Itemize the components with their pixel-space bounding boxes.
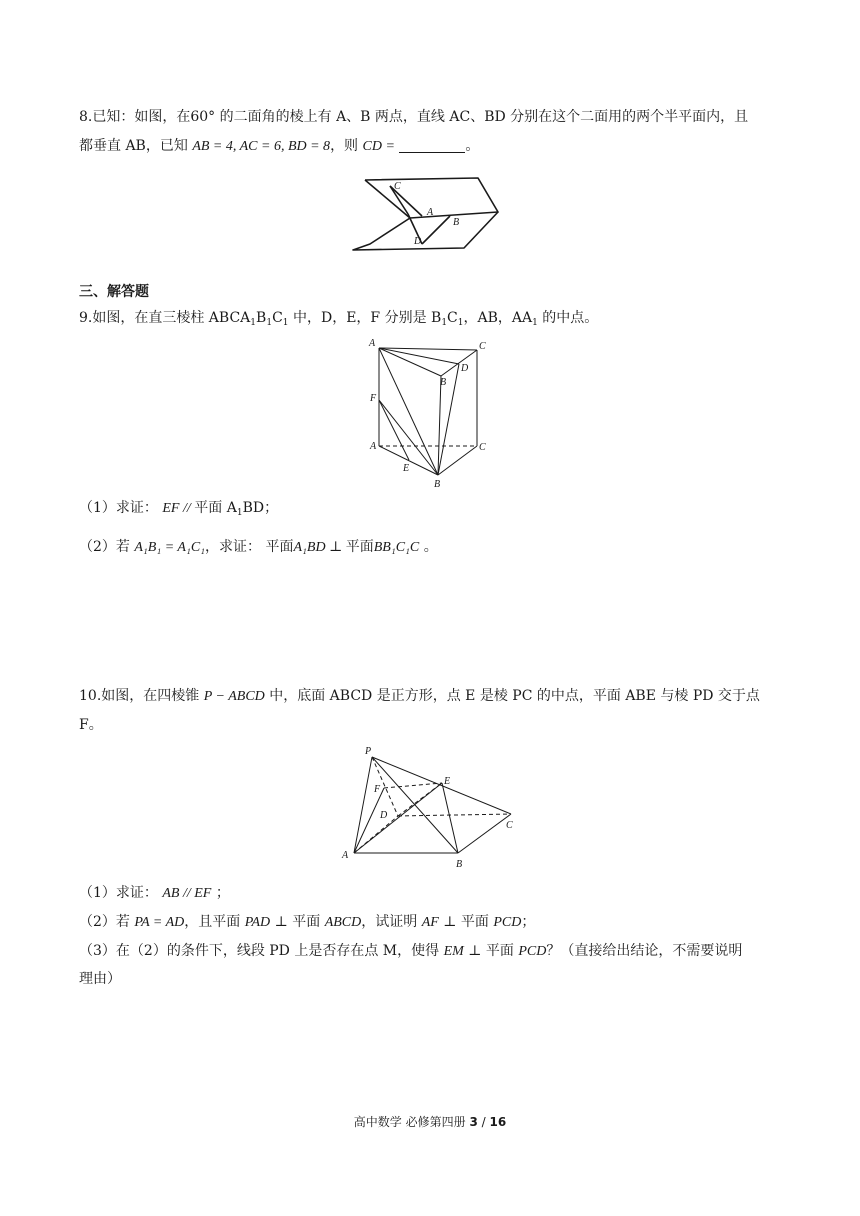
q9-sub-1d: 1	[441, 318, 448, 328]
q9-sub1-pre: （1）求证：	[79, 500, 158, 516]
section-heading: 三、解答题	[79, 284, 149, 300]
q10-label-e: E	[444, 776, 451, 787]
q9-sub2-math: A₁B₁ = A₁C₁	[134, 540, 206, 555]
q10-label-a: A	[342, 850, 349, 861]
q10-sub1-pre: （1）求证：	[79, 885, 158, 901]
q9-stem-a: 9.如图，在直三棱柱 ABCA	[79, 310, 251, 326]
q10-sub2-math: PA = AD	[134, 915, 185, 930]
q10-sub2-math5: PCD	[493, 915, 522, 930]
q10-label-d: D	[380, 810, 388, 821]
q10-sub1	[79, 883, 230, 904]
q10-sub1-math: AB // EF	[162, 886, 212, 901]
q10-sub2-math2: PAD	[244, 915, 271, 930]
q9-stem-end: 的中点。	[537, 310, 599, 326]
q9-stem-c2: C	[447, 310, 458, 326]
q8-cd-math: CD =	[362, 139, 395, 154]
q10-sub3-mid: ⊥ 平面	[463, 943, 514, 959]
q8-line2-pre: 都垂直 AB，已知	[79, 138, 188, 154]
q10-pyramid-figure	[336, 742, 526, 874]
q8-line2	[79, 136, 479, 157]
page-footer	[0, 1113, 860, 1130]
q9-label-c: C	[479, 442, 486, 453]
q10-sub2-mid2: ⊥ 平面	[270, 914, 321, 930]
q10-label-f: F	[374, 784, 381, 795]
footer-page-number: 3	[469, 1115, 478, 1129]
footer-separator: /	[477, 1115, 490, 1129]
q8-line1: 8.已知：如图，在60° 的二面角的棱上有 A、B 两点，直线 AC、BD 分别在这个二面用的两个半平面内，且	[79, 109, 749, 125]
q10-sub3-post: ？（直接给出结论，不需要说明	[546, 943, 743, 959]
q9-stem	[79, 308, 598, 328]
q9-label-a1: A	[369, 338, 376, 349]
q9-label-e: E	[403, 463, 410, 474]
q10-line1-post: 中，底面 ABCD 是正方形，点 E 是棱 PC 的中点，平面 ABE 与棱 PD 交于点	[269, 688, 760, 704]
q10-sub2-pre: （2）若	[79, 914, 130, 930]
q8-line2-mid: ，则	[330, 138, 359, 154]
q10-sub3-pre: （3）在（2）的条件下，线段 PD 上是否存在点 M，使得	[79, 943, 440, 959]
footer-book-title: 高中数学 必修第四册	[353, 1115, 466, 1129]
q10-label-c: C	[506, 820, 513, 831]
q9-sub2-pre: （2）若	[79, 539, 130, 555]
q8-label-d: D	[414, 236, 422, 247]
q10-sub2-math3: ABCD	[324, 915, 362, 930]
q9-label-b: B	[434, 479, 441, 490]
q10-line2: F。	[79, 717, 103, 733]
q9-label-a: A	[370, 441, 377, 452]
q9-stem-c: C	[272, 310, 283, 326]
q8-label-b: B	[453, 217, 460, 228]
q10-sub3-math: EM	[443, 944, 464, 959]
q10-sub2-mid4: ⊥ 平面	[438, 914, 489, 930]
q10-line1-math: P − ABCD	[203, 689, 265, 704]
q10-sub3	[79, 941, 742, 962]
q10-line1-pre: 10.如图，在四棱锥	[79, 688, 200, 704]
q9-stem-tail: ，AB，AA	[463, 310, 533, 326]
q9-sub1	[79, 498, 278, 519]
q10-sub1-post: ；	[215, 885, 230, 901]
q9-sub2-mid: ，求证：	[205, 539, 262, 555]
q9-sub1-math: EF //	[162, 501, 195, 516]
q10-sub2-math4: AF	[421, 915, 439, 930]
q8-answer-blank[interactable]	[399, 138, 465, 153]
q10-line1	[79, 686, 760, 707]
q9-sub2	[79, 537, 438, 558]
q9-sub2-math2: A₁BD	[293, 540, 326, 555]
q8-given-math: AB = 4, AC = 6, BD = 8	[192, 139, 331, 154]
q10-sub2-mid3: ，试证明	[361, 914, 418, 930]
q8-line2-post: 。	[465, 138, 480, 154]
q9-sub1-sub: 1	[236, 508, 243, 518]
q9-sub-1c: 1	[282, 318, 289, 328]
q10-sub3-math2: PCD	[518, 944, 547, 959]
q9-sub2-perp: ⊥	[325, 540, 346, 555]
q9-sub2-plane1: 平面	[265, 539, 294, 555]
q10-sub2-mid1: ，且平面	[184, 914, 241, 930]
q9-sub2-math3: BB₁C₁C	[373, 540, 420, 555]
q10-sub2-end: ；	[521, 914, 536, 930]
q10-label-p: P	[365, 746, 372, 757]
q10-label-b: B	[456, 859, 463, 870]
q10-sub3-line2: 理由）	[79, 971, 121, 987]
q9-sub1-post: 平面 A	[194, 500, 237, 516]
q9-label-f: F	[370, 393, 377, 404]
q9-label-b1: B	[440, 377, 447, 388]
q9-label-d: D	[461, 363, 469, 374]
q9-stem-mid: 中，D，E，F 分别是 B	[288, 310, 442, 326]
q9-sub2-end: 。	[423, 539, 438, 555]
q9-sub-1a: 1	[250, 318, 257, 328]
q10-sub2	[79, 912, 535, 933]
q9-prism-figure	[366, 338, 496, 490]
q8-dihedral-figure	[350, 172, 510, 256]
q9-sub-1e: 1	[457, 318, 464, 328]
footer-page-total: 16	[489, 1115, 507, 1129]
q8-label-a: A	[427, 207, 434, 218]
q9-sub-1b: 1	[266, 318, 273, 328]
q9-sub-1f: 1	[532, 318, 538, 328]
q9-stem-b: B	[256, 310, 267, 326]
q9-sub2-plane2: 平面	[345, 539, 374, 555]
q9-label-c1: C	[479, 341, 486, 352]
q8-label-c: C	[394, 181, 401, 192]
q9-sub1-end: BD；	[242, 500, 279, 516]
